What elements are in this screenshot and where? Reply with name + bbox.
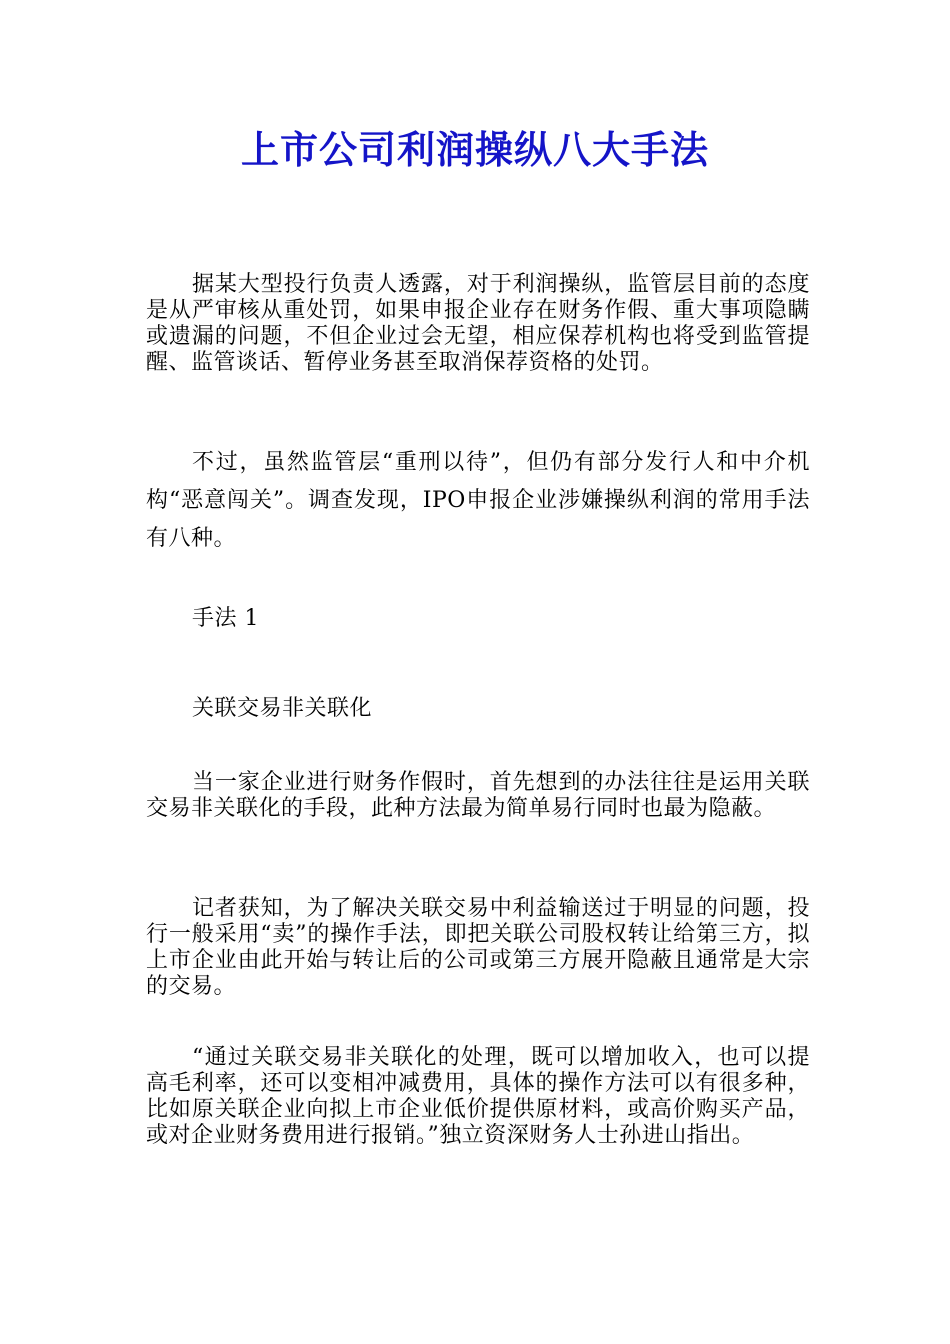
paragraph-expert-quote: “通过关联交易非关联化的处理，既可以增加收入，也可以提高毛利率，还可以变相冲减费用，具体的操作方法可以有很多种，比如原关联企业向拟上市企业低价提供原材料，或高价购买产品，或对企业财务费用进行报销。”独立资深财务人士孙进山指出。	[146, 1045, 810, 1148]
method-heading-name: 关联交易非关联化	[192, 696, 373, 721]
method-heading-number: 手法 1	[192, 606, 259, 631]
document-title: 上市公司利润操纵八大手法	[240, 128, 709, 172]
paragraph-reporter-findings: 记者获知，为了解决关联交易中利益输送过于明显的问题，投行一般采用“卖”的操作手法，即把关联公司股权转让给第三方，拟上市企业由此开始与转让后的公司或第三方展开隐蔽且通常是大宗的交易。	[146, 896, 810, 999]
paragraph-method-description: 当一家企业进行财务作假时，首先想到的办法往往是运用关联交易非关联化的手段，此种方法最为简单易行同时也最为隐蔽。	[146, 770, 810, 821]
paragraph-regulatory-stance: 据某大型投行负责人透露，对于利润操纵，监管层目前的态度是从严审核从重处罚，如果申报企业存在财务作假、重大事项隐瞒或遗漏的问题，不但企业过会无望，相应保荐机构也将受到监管提醒、监管谈话、暂停业务甚至取消保荐资格的处罚。	[146, 272, 810, 375]
paragraph-eight-methods-intro: 不过，虽然监管层“重刑以待”，但仍有部分发行人和中介机构“恶意闯关”。调查发现，IPO申报企业涉嫌操纵利润的常用手法有八种。	[146, 450, 810, 551]
